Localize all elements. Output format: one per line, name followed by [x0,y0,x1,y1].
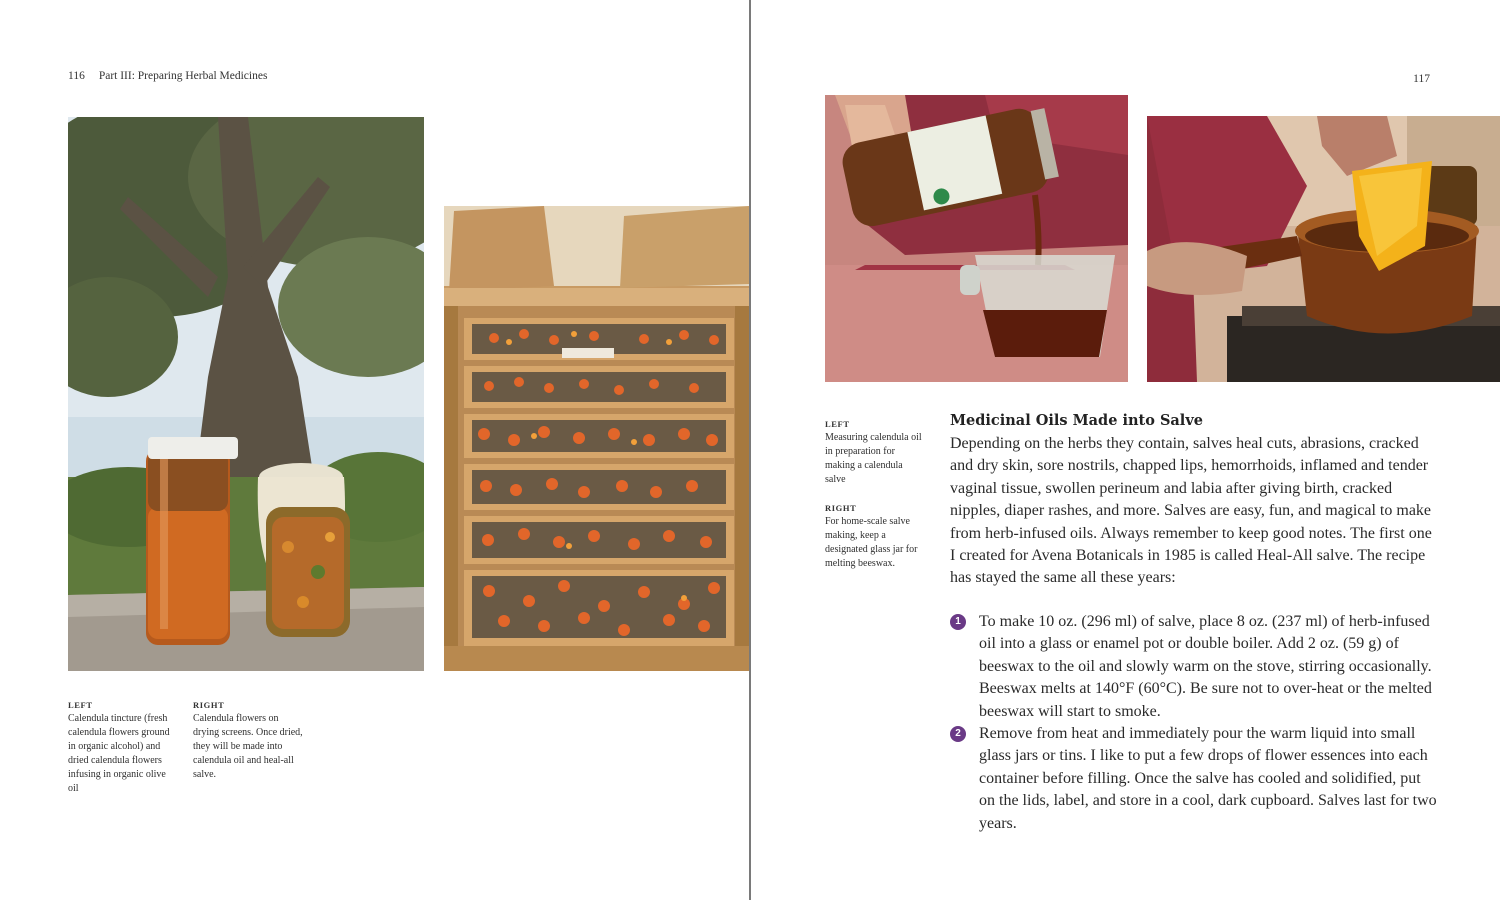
step-number-badge: 2 [950,726,966,742]
photo-pouring-oil [825,95,1128,382]
caption-label: RIGHT [825,503,857,513]
caption-text: Measuring calendula oil in preparation for making a calendula salve [825,432,922,485]
steps-list [950,611,1440,835]
step-number-badge: 1 [950,614,966,630]
page-number-right: 117 [1413,73,1430,85]
caption-text: Calendula flowers on drying screens. Once dried, they will be made into calendula oil and heal-all salve. [193,713,303,780]
caption-label: LEFT [68,700,93,710]
caption-label: LEFT [825,419,850,429]
intro-paragraph: Depending on the herbs they contain, salves heal cuts, abrasions, cracked and dry skin, sore nostrils, chapped lips, hemorrhoids, inflamed and tender vaginal tissue, swollen perineum and labia after giving birth, cracked nipples, diaper rashes, and more. Salves are easy, fun, and magical to make from herb-infused oils. Always remember to keep good notes. The first one I created for Avena Botanicals in 1985 is called Heal-All salve. The recipe has stayed the same all these years: [950,435,1432,587]
running-head [68,70,267,82]
caption-text: Calendula tincture (fresh calendula flowers ground in organic alcohol) and dried calendula flowers infusing in organic olive oil [68,713,170,794]
left-page [0,0,749,900]
running-head-title: Part III: Preparing Herbal Medicines [98,70,268,82]
step-item [950,723,1440,835]
photo-drying-screens [444,206,749,671]
photo-melting-beeswax [1147,116,1500,382]
step-text: Remove from heat and immediately pour the warm liquid into small glass jars or tins. I like to put a few drops of flower essences into each container before filling. Once the salve has cooled and solidified, put on the lids, label, and store in a cool, dark cupboard. Salves last for two years. [979,725,1437,832]
photo-calendula-jars [68,117,424,671]
step-text: To make 10 oz. (296 ml) of salve, place 8 oz. (237 ml) of herb-infused oil into a glass or enamel pot or double boiler. Add 2 oz. (59 g) of beeswax to the oil and slowly warm on the stove, stirring occasionally. Beeswax melts at 140°F (60°C). Be sure not to over-heat or the melted beeswax will start to smoke. [979,613,1432,720]
section-heading: Medicinal Oils Made into Salve [950,412,1203,429]
caption-left [68,698,178,796]
caption-right [193,698,303,782]
caption-label: RIGHT [193,700,225,710]
step-item [950,611,1440,723]
right-page [751,0,1500,900]
caption-text: For home-scale salve making, keep a designated glass jar for melting beeswax. [825,516,918,569]
caption-left [825,417,925,487]
page-number-left: 116 [68,70,85,82]
caption-right [825,501,925,571]
